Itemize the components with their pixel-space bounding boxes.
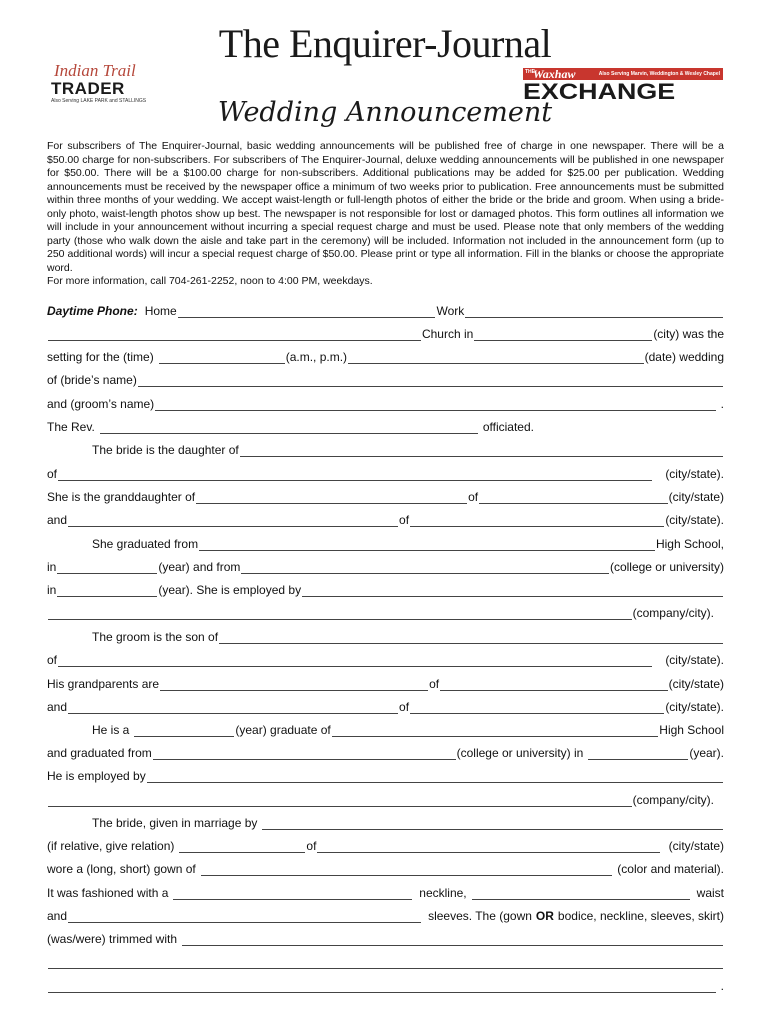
given-by-field[interactable] [262,817,723,830]
wore-gown-label: wore a (long, short) gown of [47,862,196,876]
extra-line2-row [47,979,724,993]
bride-grandparents-city-field[interactable] [479,491,668,504]
bride-employer-row [47,583,724,597]
bride-parents-field[interactable] [240,444,723,457]
bride-grandparents-row [47,490,724,504]
groom-parents-row [92,630,724,644]
groom-grandparents-city-field[interactable] [440,678,668,691]
bride-college-year-field[interactable] [57,584,157,597]
city-state-label: (city/state) [668,839,724,853]
groom-college-row [47,746,724,760]
groom-name-label: and (groom’s name) [47,397,155,411]
bride-company-row [47,606,724,620]
work-label: Work [436,304,465,318]
of-label: of [306,839,317,853]
groom-name-period: . [720,397,724,411]
bride-high-school-field[interactable] [199,538,655,551]
extra-line-field[interactable] [48,956,723,969]
groom-name-row [47,397,724,411]
officiated-label: officiated. [482,420,534,434]
form-subtitle: Wedding Announcement [217,97,553,128]
bride-grandparents2-field[interactable] [68,514,398,527]
rev-label: The Rev. [47,420,95,434]
date-field[interactable] [348,351,644,364]
logo-right-the: THE [525,69,535,75]
bride-college-row [47,560,724,574]
and-graduated-label: and graduated from [47,746,152,760]
extra-line-row [47,956,724,969]
groom-school-row [92,723,724,737]
extra-line2-field[interactable] [48,980,716,993]
bride-name-label: of (bride’s name) [47,373,137,387]
logo-right-word: EXCHANGE [523,79,676,104]
high-school-label: High School, [655,537,724,551]
final-period: . [720,979,724,993]
groom-grandparents-field[interactable] [160,678,428,691]
bride-daughter-label: The bride is the daughter of [92,443,239,457]
trimmed-row [47,932,724,946]
groom-high-school-field[interactable] [332,724,659,737]
time-field[interactable] [159,351,285,364]
groom-parents-field[interactable] [219,631,723,644]
bride-grandparents2-city-field[interactable] [410,514,664,527]
groom-grandparents2-field[interactable] [68,701,398,714]
logo-left-line1: Indian Trail [54,61,136,80]
year-and-from-label: (year) and from [158,560,241,574]
bride-college-field[interactable] [241,561,609,574]
gown-row [47,862,724,876]
bride-school-row [92,537,724,551]
of-label: of [429,677,440,691]
she-graduated-label: She graduated from [92,537,199,551]
of-label: of [47,653,58,667]
groom-college-year-field[interactable] [588,747,688,760]
bride-given-label: The bride, given in marriage by [92,816,258,830]
groom-grandparents2-city-field[interactable] [410,701,664,714]
neckline-label: neckline, [419,886,467,900]
waist-label: waist [696,886,724,900]
color-material-label: (color and material). [617,862,724,876]
groom-son-label: The groom is the son of [92,630,219,644]
bride-name-row [47,373,724,387]
work-phone-field[interactable] [465,305,723,318]
if-relative-label: (if relative, give relation) [47,839,175,853]
sleeves-label: sleeves. The (gown [428,909,532,923]
in-label: in [47,560,57,574]
groom-company-field[interactable] [48,794,632,807]
bride-company-field[interactable] [48,607,632,620]
intro-contact: For more information, call 704-261-2252, noon to 4:00 PM, weekdays. [47,275,373,287]
time-row [47,350,724,364]
city-state-label: (city/state). [665,653,724,667]
page-title: The Enquirer-Journal [218,21,552,66]
bride-grandparents-field[interactable] [196,491,467,504]
year-graduate-label: (year) graduate of [235,723,331,737]
bride-employer-field[interactable] [302,584,723,597]
sleeves-field[interactable] [68,910,421,923]
church-row [47,327,724,341]
he-is-a-label: He is a [92,723,130,737]
daytime-phone-label: Daytime Phone: [47,304,138,318]
college-label: (college or university) [609,560,724,574]
company-city-label: (company/city). [632,793,714,807]
relation-city-field[interactable] [317,840,659,853]
city-was-the-label: (city) was the [653,327,724,341]
groom-parents-city-row [47,653,724,667]
college-in-label: (college or university) in [456,746,584,760]
year-label: (year). [689,746,724,760]
logo-right-name: Waxhaw [533,67,576,81]
of-label: of [468,490,479,504]
granddaughter-label: She is the granddaughter of [47,490,196,504]
of-label: of [47,467,58,481]
sleeves-row [47,909,724,923]
waist-field[interactable] [472,887,690,900]
logo-left-line3: Also Serving LAKE PARK and STALLINGS [51,98,147,104]
bride-parents-city-row [47,467,724,481]
and-label: and [47,700,68,714]
given-by-row [92,816,724,830]
she-employed-label: (year). She is employed by [158,583,302,597]
relation-row [47,839,724,853]
church-city-field[interactable] [474,328,652,341]
bride-grandparents2-row [47,513,724,527]
ampm-label: (a.m., p.m.) [285,350,348,364]
and-label: and [47,909,68,923]
groom-parents-city-field[interactable] [58,654,652,667]
groom-college-field[interactable] [153,747,456,760]
his-grandparents-label: His grandparents are [47,677,160,691]
intro-text [47,140,724,289]
church-in-label: Church in [421,327,474,341]
trimmed-field[interactable] [182,933,723,946]
bride-hs-year-field[interactable] [57,561,157,574]
company-city-label: (company/city). [632,606,714,620]
bodice-label: bodice, neckline, sleeves, skirt) [557,909,724,923]
logo-right-tagline: Also Serving Marvin, Weddington & Wesley Chapel [598,71,720,77]
city-state-label: (city/state). [665,700,724,714]
home-label: Home [144,304,177,318]
or-label: OR [535,909,554,923]
date-wedding-label: (date) wedding [644,350,724,364]
trimmed-label: (was/were) trimmed with [47,932,178,946]
groom-hs-year-field[interactable] [134,724,234,737]
time-label: setting for the (time) [47,350,154,364]
groom-name-field[interactable] [155,398,715,411]
he-employed-label: He is employed by [47,769,146,783]
fashioned-row [47,886,724,900]
bride-parents-row [92,443,724,457]
city-state-label: (city/state). [665,467,724,481]
logo-left-line2: TRADER [51,79,125,98]
church-name-field[interactable] [48,328,421,341]
city-state-label: (city/state) [668,677,724,691]
of-label: of [399,513,410,527]
neckline-field[interactable] [173,887,412,900]
of-label: of [399,700,410,714]
groom-grandparents-row [47,677,724,691]
bride-parents-city-field[interactable] [58,468,652,481]
high-school-label: High School [659,723,724,737]
in-label: in [47,583,57,597]
home-phone-field[interactable] [178,305,436,318]
groom-employer-row [47,769,724,783]
city-state-label: (city/state). [665,513,724,527]
city-state-label: (city/state) [668,490,724,504]
groom-company-row [47,793,724,807]
officiant-field[interactable] [100,421,478,434]
phone-row [47,304,724,318]
groom-grandparents2-row [47,700,724,714]
and-label: and [47,513,68,527]
groom-employer-field[interactable] [147,770,723,783]
fashioned-label: It was fashioned with a [47,886,169,900]
bride-name-field[interactable] [138,374,723,387]
officiant-row [47,420,724,434]
relation-field[interactable] [179,840,305,853]
gown-field[interactable] [201,863,613,876]
intro-paragraph: For subscribers of The Enquirer-Journal, basic wedding announcements will be published free of charge in one newspaper. There will be a $50.00 charge for non-subscribers. For subscribers of The Enquirer-Journal, deluxe wedding announcements will be published in one newspaper for $50.00. There will be a $100.00 charge for non-subscribers. Additional publications may be added for $25.00 per publication. Wedding announcements must be received by the newspaper office a minimum of two weeks prior to publication. Free announcements must be submitted within three months of your wedding. We accept waist-length or full-length photos of either the bride or the bride and groom. When using a bride-only photo, waist-length photos show up best. The newspaper is not responsible for lost or damaged photos. This form outlines all information we will include in your announcement without incurring a special request charge and must be used. Please note that only members of the wedding party (those who walk down the aisle and take part in the ceremony) will be included. Information not included in the announcement form (up to 250 additional words) will incur a special request charge of $50.00. Please print or type all information. Fill in the blanks or choose the appropriate word. [47,140,724,274]
